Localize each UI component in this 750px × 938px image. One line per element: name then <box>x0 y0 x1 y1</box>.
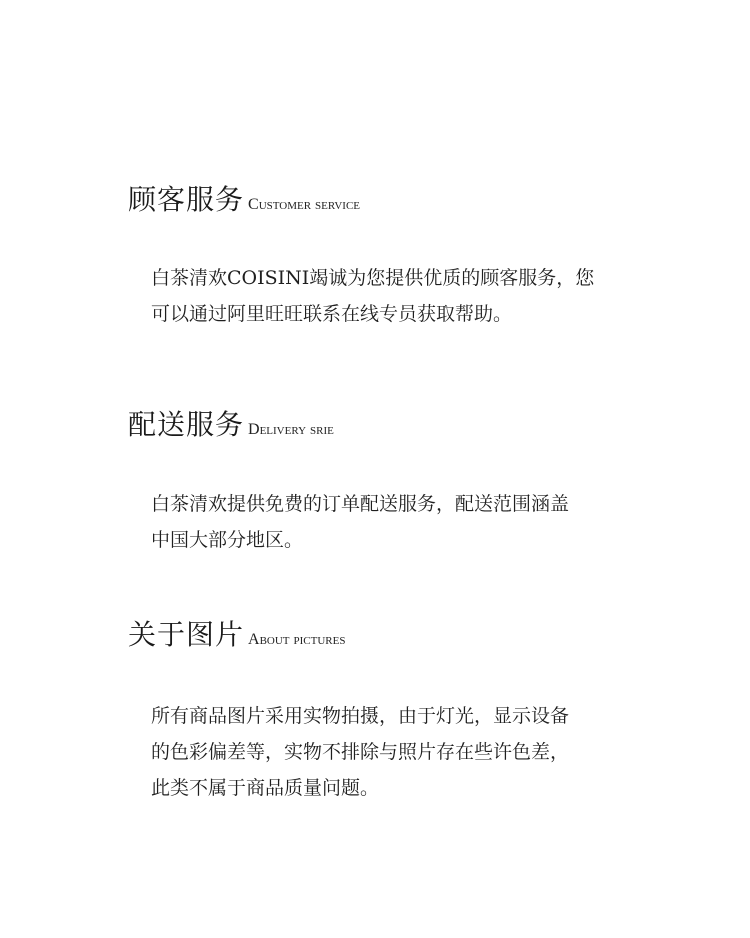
heading-chinese: 配送服务 <box>128 408 245 441</box>
heading-english: Delivery srie <box>248 421 334 438</box>
heading-chinese: 关于图片 <box>128 618 245 651</box>
section-body <box>151 260 621 332</box>
body-line: 可以通过阿里旺旺联系在线专员获取帮助。 <box>151 303 513 325</box>
customer-service-section <box>128 178 628 332</box>
section-body <box>151 486 621 558</box>
about-pictures-section <box>128 613 628 806</box>
section-heading <box>128 613 628 653</box>
heading-english: About pictures <box>248 631 346 648</box>
section-body <box>151 698 621 806</box>
body-line: 的色彩偏差等，实物不排除与照片存在些许色差， <box>151 741 570 763</box>
heading-english: Customer service <box>248 196 361 213</box>
delivery-service-section <box>128 403 628 558</box>
section-heading <box>128 403 628 443</box>
body-line: 白茶清欢COISINI竭诚为您提供优质的顾客服务，您 <box>151 267 595 289</box>
heading-chinese: 顾客服务 <box>128 183 245 216</box>
body-line: 中国大部分地区。 <box>151 529 304 551</box>
section-heading <box>128 178 628 218</box>
body-line: 所有商品图片采用实物拍摄，由于灯光，显示设备 <box>151 705 570 727</box>
body-line: 此类不属于商品质量问题。 <box>151 777 380 799</box>
body-line: 白茶清欢提供免费的订单配送服务，配送范围涵盖 <box>151 493 570 515</box>
